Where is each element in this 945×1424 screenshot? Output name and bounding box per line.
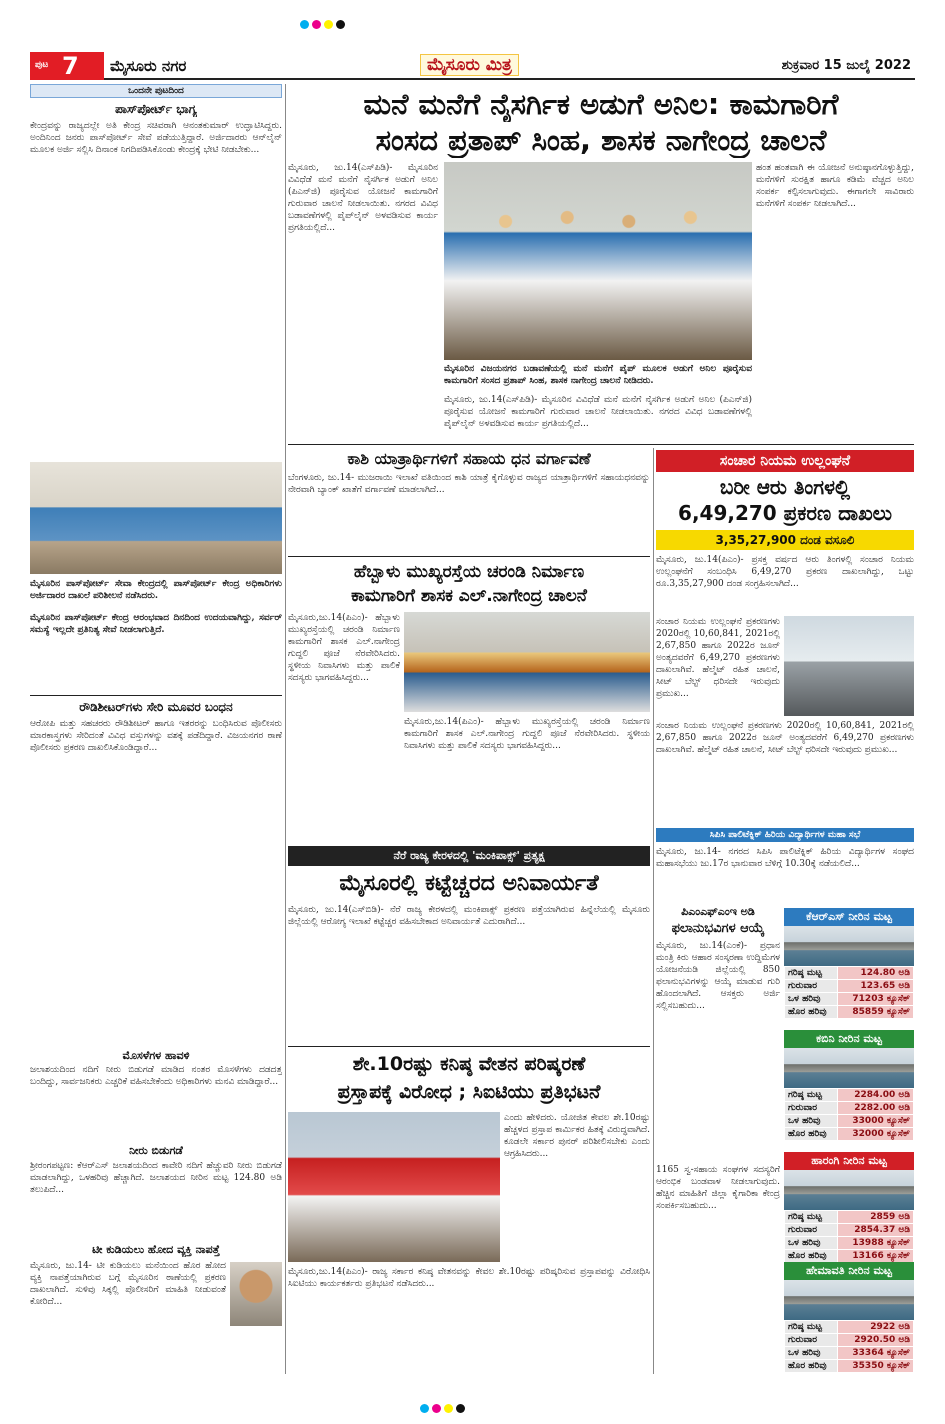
pmfme-body-2: 1165 ಸ್ವ-ಸಹಾಯ ಸಂಘಗಳ ಸದಸ್ಯರಿಗೆ ಆರಂಭಿಕ ಬಂಡವಾಳ ನೀಡಲಾಗುವುದು. ಹೆಚ್ಚಿನ ಮಾಹಿತಿಗೆ ಜಿಲ್ಲಾ ಕೈಗಾರಿಕಾ ಕೇಂದ್ರ ಸಂಪರ್ಕಿಸಬಹುದು... bbox=[656, 1165, 780, 1211]
dam-kabini-box bbox=[784, 1030, 914, 1141]
dam-row-label: ಗುರುವಾರ bbox=[785, 1334, 838, 1347]
hebbal-headline-line-1: ಹೆಬ್ಬಾಳು ಮುಖ್ಯರಸ್ತೆಯ ಚರಂಡಿ ನಿರ್ಮಾಣ bbox=[353, 562, 585, 582]
traffic-band: ಸಂಚಾರ ನಿಯಮ ಉಲ್ಲಂಘನೆ bbox=[656, 450, 914, 472]
passport-body: ಕೇಂದ್ರವನ್ನು ರಾಜ್ಯದಲ್ಲೇ ಅತಿ ಕೇಂದ್ರ ಸಚಿವರಾಗಿ ಆನಂತಕುಮಾರ್ ಉದ್ಘಾಟಿಸಿದ್ದರು. ಅಂದಿನಿಂದ ಜನರು ಪಾಸ್‌ಪೋರ್ಟ್ ಸೇವೆ ಪಡೆಯುತ್ತಿದ್ದಾರೆ. ಅರ್ಜಿದಾರರು ಆನ್‌ಲೈನ್ ಮೂಲಕ ಅರ್ಜಿ ಸಲ್ಲಿಸಿ ದಿನಾಂಕ ನಿಗದಿಪಡಿಸಿಕೊಂಡು ಕೇಂದ್ರಕ್ಕೆ ಭೇಟಿ ನೀಡಬೇಕು... bbox=[30, 121, 282, 155]
water-release-body: ಶ್ರೀರಂಗಪಟ್ಟಣ: ಕೆಆರ್‌ಎಸ್ ಜಲಾಶಯದಿಂದ ಕಾವೇರಿ ನದಿಗೆ ಹೆಚ್ಚುವರಿ ನೀರು ಬಿಡುಗಡೆ ಮಾಡಲಾಗಿದ್ದು, ಒಳಹರಿವು ಹೆಚ್ಚಾಗಿದೆ. ಜಲಾಶಯದ ನೀರಿನ ಮಟ್ಟ 124.80 ಅಡಿ ತಲುಪಿದೆ... bbox=[30, 1161, 282, 1195]
dam-row-label: ಗುರುವಾರ bbox=[785, 980, 838, 993]
traffic-headline-line-1: ಬರೀ ಆರು ತಿಂಗಳಲ್ಲಿ bbox=[719, 475, 851, 499]
divider bbox=[288, 1046, 650, 1047]
lead-headline-line-2: ಸಂಸದ ಪ್ರತಾಪ್ ಸಿಂಹ, ಶಾಸಕ ನಾಗೇಂದ್ರ ಚಾಲನೆ bbox=[375, 123, 827, 157]
page-number-badge bbox=[30, 52, 104, 80]
divider bbox=[288, 556, 650, 557]
column-rule bbox=[653, 448, 654, 1374]
registration-marks-top bbox=[300, 14, 348, 33]
dam-row-value: 2859 ಅಡಿ bbox=[838, 1211, 914, 1224]
lead-body-middle: ಮೈಸೂರು, ಜು.14(ಎಸ್‌ಪಿಡಿ)- ಮೈಸೂರಿನ ವಿವಿಧೆಡೆ ಮನೆ ಮನೆಗೆ ನೈಸರ್ಗಿಕ ಅಡುಗೆ ಅನಿಲ (ಪಿಎನ್‌ಜಿ) ಪೂರೈಸುವ ಯೋಜನೆ ಕಾಮಗಾರಿಗೆ ಗುರುವಾರ ಚಾಲನೆ ನೀಡಲಾಯಿತು. ನಗರದ ವಿವಿಧ ಬಡಾವಣೆಗಳಲ್ಲಿ ಪೈಪ್‌ಲೈನ್ ಅಳವಡಿಸುವ ಕಾರ್ಯ ಪ್ರಗತಿಯಲ್ಲಿದೆ... bbox=[444, 395, 752, 429]
pmfme-headline-line-1: ಪಿಎಂಎಫ್‌ಎಂಇ ಅಡಿ bbox=[681, 905, 755, 918]
page-label: ಪುಟ bbox=[35, 60, 49, 70]
dam-row-value: 13988 ಕ್ಯೂಸೆಕ್ bbox=[838, 1237, 914, 1250]
missing-person-headline: ಟೀ ಕುಡಿಯಲು ಹೋದ ವ್ಯಕ್ತಿ ನಾಪತ್ತೆ bbox=[92, 1243, 220, 1256]
hebbal-photo bbox=[404, 612, 650, 712]
dam-kabini-photo bbox=[784, 1048, 914, 1088]
kashi-body: ಬೆಂಗಳೂರು, ಜು.14- ಮುಜರಾಯಿ ಇಲಾಖೆ ವತಿಯಿಂದ ಕಾಶಿ ಯಾತ್ರೆ ಕೈಗೊಳ್ಳುವ ರಾಜ್ಯದ ಯಾತ್ರಾರ್ಥಿಗಳಿಗೆ ಸಹಾಯಧನವನ್ನು ನೇರವಾಗಿ ಬ್ಯಾಂಕ್ ಖಾತೆಗೆ ವರ್ಗಾವಣೆ ಮಾಡಲಾಗಿದೆ... bbox=[288, 473, 650, 495]
continued-label: ಒಂದನೇ ಪುಟದಿಂದ bbox=[128, 86, 184, 96]
wage-headline-line-1: ಶೇ.10ರಷ್ಟು ಕನಿಷ್ಠ ವೇತನ ಪರಿಷ್ಕರಣೆ bbox=[352, 1053, 586, 1075]
dam-harangi-table bbox=[784, 1210, 914, 1263]
wage-body: ಮೈಸೂರು,ಜು.14(ಪಿಎಂ)- ರಾಜ್ಯ ಸರ್ಕಾರ ಕನಿಷ್ಠ ವೇತನವನ್ನು ಕೇವಲ ಶೇ.10ರಷ್ಟು ಪರಿಷ್ಕರಿಸುವ ಪ್ರಸ್ತಾಪವನ್ನು ವಿರೋಧಿಸಿ ಸಿಐಟಿಯು ಕಾರ್ಯಕರ್ತರು ಪ್ರತಿಭಟನೆ ನಡೆಸಿದರು... bbox=[288, 1267, 650, 1289]
hebbal-body-left: ಮೈಸೂರು,ಜು.14(ಪಿಎಂ)- ಹೆಬ್ಬಾಳು ಮುಖ್ಯರಸ್ತೆಯಲ್ಲಿ ಚರಂಡಿ ನಿರ್ಮಾಣ ಕಾಮಗಾರಿಗೆ ಶಾಸಕ ಎಲ್.ನಾಗೇಂದ್ರ ಗುದ್ದಲಿ ಪೂಜೆ ನೆರವೇರಿಸಿದರು. ಸ್ಥಳೀಯ ನಿವಾಸಿಗಳು ಮತ್ತು ಪಾಲಿಕೆ ಸದಸ್ಯರು ಭಾಗವಹಿಸಿದ್ದರು... bbox=[288, 613, 400, 683]
kashi-headline: ಕಾಶಿ ಯಾತ್ರಾರ್ಥಿಗಳಿಗೆ ಸಹಾಯ ಧನ ವರ್ಗಾವಣೆ bbox=[347, 449, 591, 468]
dam-row-value: 2920.50 ಅಡಿ bbox=[838, 1334, 914, 1347]
section-title: ಮೈಸೂರು ನಗರ bbox=[110, 57, 187, 75]
dam-harangi-title: ಹಾರಂಗಿ ನೀರಿನ ಮಟ್ಟ bbox=[784, 1152, 914, 1170]
dam-row-label: ಹೊರ ಹರಿವು bbox=[785, 1250, 838, 1263]
dam-row-label: ಗರಿಷ್ಠ ಮಟ್ಟ bbox=[785, 1211, 838, 1224]
divider bbox=[30, 695, 282, 696]
wage-body-right: ಎಂದು ಹೇಳಿದರು. ಯೋಜಿತ ಕೇವಲ ಶೇ.10ರಷ್ಟು ಹೆಚ್ಚಳದ ಪ್ರಸ್ತಾಪ ಕಾರ್ಮಿಕರ ಹಿತಕ್ಕೆ ವಿರುದ್ಧವಾಗಿದೆ. ಕೂಡಲೇ ಸರ್ಕಾರ ಪುನರ್ ಪರಿಶೀಲಿಸಬೇಕು ಎಂದು ಆಗ್ರಹಿಸಿದರು... bbox=[504, 1113, 650, 1159]
passport-caption-1: ಮೈಸೂರಿನ ಪಾಸ್‌ಪೋರ್ಟ್ ಸೇವಾ ಕೇಂದ್ರದಲ್ಲಿ ಪಾಸ್‌ಪೋರ್ಟ್ ಕೇಂದ್ರ ಅಧಿಕಾರಿಗಳು ಅರ್ಜಿದಾರರ ದಾಖಲೆ ಪರಿಶೀಲನೆ ನಡೆಸಿದರು. bbox=[30, 579, 282, 601]
crocodile-headline: ಮೊಸಳೆಗಳ ಹಾವಳಿ bbox=[122, 1049, 190, 1062]
dam-row-label: ಗರಿಷ್ಠ ಮಟ್ಟ bbox=[785, 967, 838, 980]
monkeypox-kicker: ನೆರೆ ರಾಜ್ಯ ಕೇರಳದಲ್ಲಿ 'ಮಂಕಿಪಾಕ್ಸ್' ಪ್ರತ್ಯಕ್ಷ bbox=[288, 846, 650, 866]
dam-row-value: 33000 ಕ್ಯೂಸೆಕ್ bbox=[838, 1115, 914, 1128]
crocodile-body: ಜಲಾಶಯದಿಂದ ನದಿಗೆ ನೀರು ಬಿಡುಗಡೆ ಮಾಡಿದ ನಂತರ ಮೊಸಳೆಗಳು ದಡದತ್ತ ಬಂದಿದ್ದು, ಸಾರ್ವಜನಿಕರು ಎಚ್ಚರಿಕೆ ವಹಿಸಬೇಕೆಂದು ಅಧಿಕಾರಿಗಳು ಮನವಿ ಮಾಡಿದ್ದಾರೆ... bbox=[30, 1065, 282, 1087]
dam-row-value: 2284.00 ಅಡಿ bbox=[838, 1089, 914, 1102]
dam-row-label: ಒಳ ಹರಿವು bbox=[785, 1347, 838, 1360]
college-headline: ಸಿಪಿಸಿ ಪಾಲಿಟೆಕ್ನಿಕ್ ಹಿರಿಯ ವಿದ್ಯಾರ್ಥಿಗಳ ಮಹಾ ಸಭೆ bbox=[656, 828, 914, 842]
masthead bbox=[30, 52, 915, 80]
newspaper-logo: ಮೈಸೂರು ಮಿತ್ರ bbox=[420, 54, 519, 76]
dam-row-label: ಹೊರ ಹರಿವು bbox=[785, 1006, 838, 1019]
missing-person-body: ಮೈಸೂರು, ಜು.14- ಟೀ ಕುಡಿಯಲು ಮನೆಯಿಂದ ಹೊರ ಹೋದ ವ್ಯಕ್ತಿ ನಾಪತ್ತೆಯಾಗಿರುವ ಬಗ್ಗೆ ಮೈಸೂರಿನ ಠಾಣೆಯಲ್ಲಿ ಪ್ರಕರಣ ದಾಖಲಾಗಿದೆ. ಸುಳಿವು ಸಿಕ್ಕಲ್ಲಿ ಪೊಲೀಸರಿಗೆ ಮಾಹಿತಿ ನೀಡುವಂತೆ ಕೋರಿದೆ... bbox=[30, 1261, 226, 1307]
monkeypox-headline: ಮೈಸೂರಲ್ಲಿ ಕಟ್ಟೆಚ್ಚರದ ಅನಿವಾರ್ಯತೆ bbox=[339, 871, 599, 896]
wage-protest-photo bbox=[288, 1112, 500, 1262]
dam-row-value: 123.65 ಅಡಿ bbox=[838, 980, 914, 993]
lead-photo bbox=[444, 162, 752, 360]
dam-harangi-photo bbox=[784, 1170, 914, 1210]
arrest-headline: ರೌಡಿಶೀಟರ್‌ಗಳು ಸೇರಿ ಮೂವರ ಬಂಧನ bbox=[79, 700, 233, 714]
dam-row-value: 32000 ಕ್ಯೂಸೆಕ್ bbox=[838, 1128, 914, 1141]
water-release-headline: ನೀರು ಬಿಡುಗಡೆ bbox=[129, 1144, 183, 1157]
passport-caption-2: ಮೈಸೂರಿನ ಪಾಸ್‌ಪೋರ್ಟ್ ಕೇಂದ್ರ ಆರಂಭವಾದ ದಿನದಿಂದ ಉದಯವಾಗಿದ್ದು, ಸರ್ವರ್ ಸಮಸ್ಯೆ ಇಲ್ಲದೇ ಪ್ರತಿನಿತ್ಯ ಸೇವೆ ನೀಡಲಾಗುತ್ತಿದೆ. bbox=[30, 613, 282, 635]
monkeypox-body: ಮೈಸೂರು, ಜು.14(ಎಸ್‌ಬಿಡಿ)- ನೆರೆ ರಾಜ್ಯ ಕೇರಳದಲ್ಲಿ ಮಂಕಿಪಾಕ್ಸ್ ಪ್ರಕರಣ ಪತ್ತೆಯಾಗಿರುವ ಹಿನ್ನೆಲೆಯಲ್ಲಿ ಮೈಸೂರು ಜಿಲ್ಲೆಯಲ್ಲಿ ಆರೋಗ್ಯ ಇಲಾಖೆ ಕಟ್ಟೆಚ್ಚರ ವಹಿಸಬೇಕಾದ ಅನಿವಾರ್ಯತೆ ಎದುರಾಗಿದೆ... bbox=[288, 905, 650, 927]
dam-row-label: ಗುರುವಾರ bbox=[785, 1102, 838, 1115]
issue-date: ಶುಕ್ರವಾರ 15 ಜುಲೈ 2022 bbox=[781, 58, 911, 73]
traffic-body-2: ಸಂಚಾರ ನಿಯಮ ಉಲ್ಲಂಘನೆ ಪ್ರಕರಣಗಳು 2020ರಲ್ಲಿ 10,60,841, 2021ರಲ್ಲಿ 2,67,850 ಹಾಗೂ 2022ರ ಜೂನ್ ಅಂತ್ಯದವರೆಗೆ 6,49,270 ಪ್ರಕರಣಗಳು ದಾಖಲಾಗಿವೆ. ಹೆಲ್ಮೆಟ್ ರಹಿತ ಚಾಲನೆ, ಸೀಟ್ ಬೆಲ್ಟ್ ಧರಿಸದೇ ಇರುವುದು ಪ್ರಮುಖ... bbox=[656, 617, 780, 699]
dam-row-label: ಗರಿಷ್ಠ ಮಟ್ಟ bbox=[785, 1321, 838, 1334]
dam-row-label: ಹೊರ ಹರಿವು bbox=[785, 1360, 838, 1373]
divider bbox=[288, 444, 914, 445]
dam-krs-box bbox=[784, 908, 914, 1019]
dam-row-label: ಒಳ ಹರಿವು bbox=[785, 993, 838, 1006]
dam-row-value: 124.80 ಅಡಿ bbox=[838, 967, 914, 980]
dam-row-value: 2922 ಅಡಿ bbox=[838, 1321, 914, 1334]
dam-hemavathi-title: ಹೇಮಾವತಿ ನೀರಿನ ಮಟ್ಟ bbox=[784, 1262, 914, 1280]
column-rule bbox=[285, 84, 286, 1374]
arrest-body: ಆರೋಪಿ ಮತ್ತು ಸಹಚರರು ರೌಡಿಶೀಟರ್ ಹಾಗೂ ಇತರರನ್ನು ಬಂಧಿಸಿರುವ ಪೊಲೀಸರು ಮಾರಕಾಸ್ತ್ರಗಳು ಸೇರಿದಂತೆ ವಿವಿಧ ವಸ್ತುಗಳನ್ನು ವಶಕ್ಕೆ ಪಡೆದಿದ್ದಾರೆ. ವಿಜಯನಗರ ಠಾಣೆ ಪೊಲೀಸರು ಪ್ರಕರಣ ದಾಖಲಿಸಿಕೊಂಡಿದ್ದಾರೆ... bbox=[30, 719, 282, 753]
registration-marks-bottom bbox=[420, 1398, 468, 1417]
dam-krs-table bbox=[784, 966, 914, 1019]
passport-headline: ಪಾಸ್‌ಪೋರ್ಟ್ ಭಾಗ್ಯ bbox=[115, 102, 197, 116]
lead-photo-caption: ಮೈಸೂರಿನ ವಿಜಯನಗರ ಬಡಾವಣೆಯಲ್ಲಿ ಮನೆ ಮನೆಗೆ ಪೈಪ್ ಮೂಲಕ ಅಡುಗೆ ಅನಿಲ ಪೂರೈಸುವ ಕಾಮಗಾರಿಗೆ ಸಂಸದ ಪ್ರತಾಪ್ ಸಿಂಹ, ಶಾಸಕ ನಾಗೇಂದ್ರ ಚಾಲನೆ ನೀಡಿದರು. bbox=[444, 364, 752, 386]
traffic-fine-highlight: 3,35,27,900 ದಂಡ ವಸೂಲಿ bbox=[656, 530, 914, 550]
dam-row-value: 2282.00 ಅಡಿ bbox=[838, 1102, 914, 1115]
dam-row-value: 2854.37 ಅಡಿ bbox=[838, 1224, 914, 1237]
dam-row-label: ಗುರುವಾರ bbox=[785, 1224, 838, 1237]
dam-row-label: ಒಳ ಹರಿವು bbox=[785, 1115, 838, 1128]
lead-body-right: ಹಂತ ಹಂತವಾಗಿ ಈ ಯೋಜನೆ ಅನುಷ್ಠಾನಗೊಳ್ಳುತ್ತಿದ್ದು, ಮನೆಗಳಿಗೆ ಸುರಕ್ಷಿತ ಹಾಗೂ ಕಡಿಮೆ ವೆಚ್ಚದ ಅನಿಲ ಸಂಪರ್ಕ ಕಲ್ಪಿಸಲಾಗುವುದು. ಈಗಾಗಲೇ ಸಾವಿರಾರು ಮನೆಗಳಿಗೆ ಸಂಪರ್ಕ ನೀಡಲಾಗಿದೆ... bbox=[756, 163, 914, 209]
dam-row-label: ಗರಿಷ್ಠ ಮಟ್ಟ bbox=[785, 1089, 838, 1102]
passport-office-photo bbox=[30, 462, 282, 574]
college-body: ಮೈಸೂರು, ಜು.14- ನಗರದ ಸಿಪಿಸಿ ಪಾಲಿಟೆಕ್ನಿಕ್ ಹಿರಿಯ ವಿದ್ಯಾರ್ಥಿಗಳ ಸಂಘದ ಮಹಾಸಭೆಯು ಜು.17ರ ಭಾನುವಾರ ಬೆಳಿಗ್ಗೆ 10.30ಕ್ಕೆ ನಡೆಯಲಿದೆ... bbox=[656, 847, 914, 869]
dam-row-label: ಒಳ ಹರಿವು bbox=[785, 1237, 838, 1250]
dam-hemavathi-table bbox=[784, 1320, 914, 1373]
dam-kabini-title: ಕಬಿನಿ ನೀರಿನ ಮಟ್ಟ bbox=[784, 1030, 914, 1048]
traffic-photo bbox=[784, 616, 914, 716]
dam-row-value: 33364 ಕ್ಯೂಸೆಕ್ bbox=[838, 1347, 914, 1360]
pmfme-body: ಮೈಸೂರು, ಜು.14(ಎಂಕೆ)- ಪ್ರಧಾನ ಮಂತ್ರಿ ಕಿರು ಆಹಾರ ಸಂಸ್ಕರಣಾ ಉದ್ದಿಮೆಗಳ ಯೋಜನೆಯಡಿ ಜಿಲ್ಲೆಯಲ್ಲಿ 850 ಫಲಾನುಭವಿಗಳನ್ನು ಆಯ್ಕೆ ಮಾಡುವ ಗುರಿ ಹೊಂದಲಾಗಿದೆ. ಆಸಕ್ತರು ಅರ್ಜಿ ಸಲ್ಲಿಸಬಹುದು... bbox=[656, 941, 780, 1011]
dam-row-value: 85859 ಕ್ಯೂಸೆಕ್ bbox=[838, 1006, 914, 1019]
dam-hemavathi-photo bbox=[784, 1280, 914, 1320]
traffic-headline-line-2: 6,49,270 ಪ್ರಕರಣ ದಾಖಲು bbox=[678, 501, 892, 525]
wage-headline-line-2: ಪ್ರಸ್ತಾಪಕ್ಕೆ ವಿರೋಧ ; ಸಿಐಟಿಯು ಪ್ರತಿಭಟನೆ bbox=[337, 1081, 601, 1103]
dam-krs-title: ಕೆಆರ್‌ಎಸ್ ನೀರಿನ ಮಟ್ಟ bbox=[784, 908, 914, 926]
hebbal-headline-line-2: ಕಾಮಗಾರಿಗೆ ಶಾಸಕ ಎಲ್.ನಾಗೇಂದ್ರ ಚಾಲನೆ bbox=[351, 586, 587, 606]
traffic-body-3: ಸಂಚಾರ ನಿಯಮ ಉಲ್ಲಂಘನೆ ಪ್ರಕರಣಗಳು 2020ರಲ್ಲಿ 10,60,841, 2021ರಲ್ಲಿ 2,67,850 ಹಾಗೂ 2022ರ ಜೂನ್ ಅಂತ್ಯದವರೆಗೆ 6,49,270 ಪ್ರಕರಣಗಳು ದಾಖಲಾಗಿವೆ. ಹೆಲ್ಮೆಟ್ ರಹಿತ ಚಾಲನೆ, ಸೀಟ್ ಬೆಲ್ಟ್ ಧರಿಸದೇ ಇರುವುದು ಪ್ರಮುಖ... bbox=[656, 721, 914, 755]
continued-label-box bbox=[30, 84, 282, 98]
dam-krs-photo bbox=[784, 926, 914, 966]
hebbal-body-right: ಮೈಸೂರು,ಜು.14(ಪಿಎಂ)- ಹೆಬ್ಬಾಳು ಮುಖ್ಯರಸ್ತೆಯಲ್ಲಿ ಚರಂಡಿ ನಿರ್ಮಾಣ ಕಾಮಗಾರಿಗೆ ಶಾಸಕ ಎಲ್.ನಾಗೇಂದ್ರ ಗುದ್ದಲಿ ಪೂಜೆ ನೆರವೇರಿಸಿದರು. ಸ್ಥಳೀಯ ನಿವಾಸಿಗಳು ಮತ್ತು ಪಾಲಿಕೆ ಸದಸ್ಯರು ಭಾಗವಹಿಸಿದ್ದರು... bbox=[404, 717, 650, 751]
traffic-body: ಮೈಸೂರು, ಜು.14(ಪಿಎಂ)- ಪ್ರಸಕ್ತ ವರ್ಷದ ಆರು ತಿಂಗಳಲ್ಲಿ ಸಂಚಾರ ನಿಯಮ ಉಲ್ಲಂಘನೆಗೆ ಸಂಬಂಧಿಸಿ 6,49,270 ಪ್ರಕರಣ ದಾಖಲಾಗಿದ್ದು, ಒಟ್ಟು ರೂ.3,35,27,900 ದಂಡ ಸಂಗ್ರಹಿಸಲಾಗಿದೆ... bbox=[656, 555, 914, 589]
dam-row-label: ಹೊರ ಹರಿವು bbox=[785, 1128, 838, 1141]
dam-kabini-table bbox=[784, 1088, 914, 1141]
dam-row-value: 35350 ಕ್ಯೂಸೆಕ್ bbox=[838, 1360, 914, 1373]
dam-row-value: 71203 ಕ್ಯೂಸೆಕ್ bbox=[838, 993, 914, 1006]
dam-harangi-box bbox=[784, 1152, 914, 1263]
lead-body-left: ಮೈಸೂರು, ಜು.14(ಎಸ್‌ಪಿಡಿ)- ಮೈಸೂರಿನ ವಿವಿಧೆಡೆ ಮನೆ ಮನೆಗೆ ನೈಸರ್ಗಿಕ ಅಡುಗೆ ಅನಿಲ (ಪಿಎನ್‌ಜಿ) ಪೂರೈಸುವ ಯೋಜನೆ ಕಾಮಗಾರಿಗೆ ಗುರುವಾರ ಚಾಲನೆ ನೀಡಲಾಯಿತು. ನಗರದ ವಿವಿಧ ಬಡಾವಣೆಗಳಲ್ಲಿ ಪೈಪ್‌ಲೈನ್ ಅಳವಡಿಸುವ ಕಾರ್ಯ ಪ್ರಗತಿಯಲ್ಲಿದೆ... bbox=[288, 163, 438, 233]
dam-row-value: 13166 ಕ್ಯೂಸೆಕ್ bbox=[838, 1250, 914, 1263]
page-number: 7 bbox=[62, 52, 79, 80]
lead-headline-line-1: ಮನೆ ಮನೆಗೆ ನೈಸರ್ಗಿಕ ಅಡುಗೆ ಅನಿಲ: ಕಾಮಗಾರಿಗೆ bbox=[363, 87, 839, 121]
dam-hemavathi-box bbox=[784, 1262, 914, 1373]
missing-person-photo bbox=[230, 1262, 282, 1326]
pmfme-headline-line-2: ಫಲಾನುಭವಿಗಳ ಆಯ್ಕೆ bbox=[671, 921, 765, 936]
